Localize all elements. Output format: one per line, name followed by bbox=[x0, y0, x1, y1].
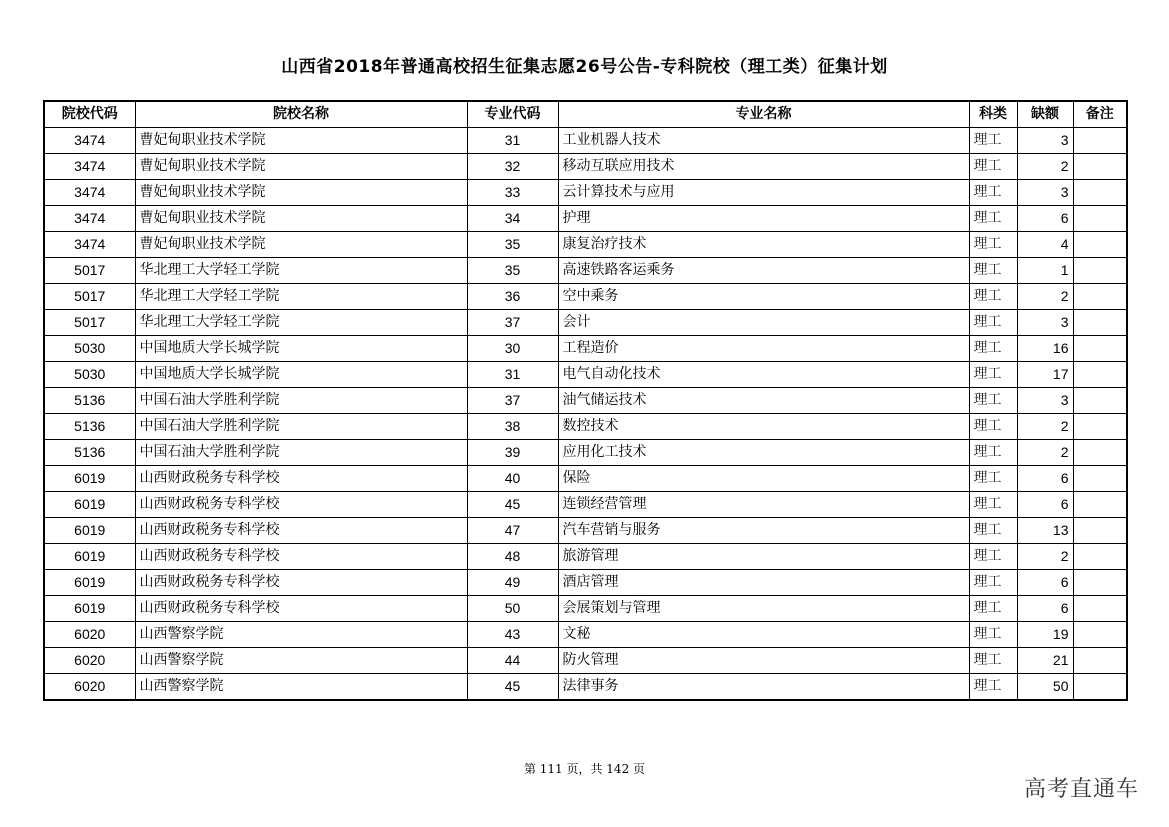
vacancy-cell: 4 bbox=[1017, 232, 1073, 258]
major-code-cell: 31 bbox=[467, 362, 558, 388]
table-row bbox=[44, 362, 1127, 388]
major-name-cell: 连锁经营管理 bbox=[558, 492, 969, 518]
category-cell: 理工 bbox=[969, 206, 1017, 232]
vacancy-cell: 19 bbox=[1017, 622, 1073, 648]
vacancy-cell: 2 bbox=[1017, 440, 1073, 466]
major-code-cell: 49 bbox=[467, 570, 558, 596]
school-code-cell: 5136 bbox=[44, 414, 135, 440]
table-row bbox=[44, 492, 1127, 518]
school-code-cell: 6019 bbox=[44, 492, 135, 518]
column-header-note: 备注 bbox=[1073, 101, 1127, 128]
note-cell bbox=[1073, 128, 1127, 154]
school-name-cell: 山西财政税务专科学校 bbox=[135, 466, 467, 492]
note-cell bbox=[1073, 336, 1127, 362]
table-row bbox=[44, 336, 1127, 362]
note-cell bbox=[1073, 180, 1127, 206]
school-code-cell: 5017 bbox=[44, 284, 135, 310]
school-name-cell: 中国石油大学胜利学院 bbox=[135, 440, 467, 466]
major-name-cell: 会展策划与管理 bbox=[558, 596, 969, 622]
major-code-cell: 50 bbox=[467, 596, 558, 622]
category-cell: 理工 bbox=[969, 622, 1017, 648]
note-cell bbox=[1073, 570, 1127, 596]
column-header-school-code: 院校代码 bbox=[44, 101, 135, 128]
table-row bbox=[44, 128, 1127, 154]
school-name-cell: 山西财政税务专科学校 bbox=[135, 518, 467, 544]
note-cell bbox=[1073, 388, 1127, 414]
note-cell bbox=[1073, 206, 1127, 232]
category-cell: 理工 bbox=[969, 596, 1017, 622]
school-code-cell: 6019 bbox=[44, 544, 135, 570]
enrollment-plan-table bbox=[43, 100, 1128, 701]
table-row bbox=[44, 440, 1127, 466]
vacancy-cell: 50 bbox=[1017, 674, 1073, 701]
category-cell: 理工 bbox=[969, 492, 1017, 518]
category-cell: 理工 bbox=[969, 284, 1017, 310]
vacancy-cell: 6 bbox=[1017, 570, 1073, 596]
school-code-cell: 5030 bbox=[44, 362, 135, 388]
school-code-cell: 3474 bbox=[44, 180, 135, 206]
major-name-cell: 工业机器人技术 bbox=[558, 128, 969, 154]
major-code-cell: 32 bbox=[467, 154, 558, 180]
vacancy-cell: 2 bbox=[1017, 414, 1073, 440]
table-row bbox=[44, 544, 1127, 570]
school-code-cell: 3474 bbox=[44, 128, 135, 154]
note-cell bbox=[1073, 466, 1127, 492]
category-cell: 理工 bbox=[969, 362, 1017, 388]
major-code-cell: 45 bbox=[467, 492, 558, 518]
school-name-cell: 山西财政税务专科学校 bbox=[135, 596, 467, 622]
category-cell: 理工 bbox=[969, 466, 1017, 492]
major-code-cell: 45 bbox=[467, 674, 558, 701]
school-code-cell: 5017 bbox=[44, 310, 135, 336]
category-cell: 理工 bbox=[969, 258, 1017, 284]
vacancy-cell: 2 bbox=[1017, 284, 1073, 310]
note-cell bbox=[1073, 492, 1127, 518]
category-cell: 理工 bbox=[969, 518, 1017, 544]
major-name-cell: 高速铁路客运乘务 bbox=[558, 258, 969, 284]
major-code-cell: 37 bbox=[467, 388, 558, 414]
school-name-cell: 山西财政税务专科学校 bbox=[135, 570, 467, 596]
note-cell bbox=[1073, 674, 1127, 701]
major-name-cell: 工程造价 bbox=[558, 336, 969, 362]
major-code-cell: 33 bbox=[467, 180, 558, 206]
school-name-cell: 山西警察学院 bbox=[135, 674, 467, 701]
school-code-cell: 3474 bbox=[44, 154, 135, 180]
major-name-cell: 旅游管理 bbox=[558, 544, 969, 570]
school-name-cell: 华北理工大学轻工学院 bbox=[135, 284, 467, 310]
vacancy-cell: 3 bbox=[1017, 128, 1073, 154]
school-code-cell: 6020 bbox=[44, 648, 135, 674]
note-cell bbox=[1073, 232, 1127, 258]
school-code-cell: 6019 bbox=[44, 518, 135, 544]
table-row bbox=[44, 570, 1127, 596]
major-code-cell: 39 bbox=[467, 440, 558, 466]
vacancy-cell: 3 bbox=[1017, 180, 1073, 206]
major-code-cell: 37 bbox=[467, 310, 558, 336]
note-cell bbox=[1073, 596, 1127, 622]
note-cell bbox=[1073, 258, 1127, 284]
school-name-cell: 曹妃甸职业技术学院 bbox=[135, 154, 467, 180]
major-code-cell: 30 bbox=[467, 336, 558, 362]
category-cell: 理工 bbox=[969, 180, 1017, 206]
watermark: 高考直通车 bbox=[1023, 777, 1139, 802]
major-name-cell: 酒店管理 bbox=[558, 570, 969, 596]
major-name-cell: 移动互联应用技术 bbox=[558, 154, 969, 180]
school-code-cell: 3474 bbox=[44, 232, 135, 258]
table-header-row bbox=[44, 101, 1127, 128]
major-name-cell: 电气自动化技术 bbox=[558, 362, 969, 388]
note-cell bbox=[1073, 622, 1127, 648]
table-row bbox=[44, 674, 1127, 701]
vacancy-cell: 6 bbox=[1017, 596, 1073, 622]
school-name-cell: 中国石油大学胜利学院 bbox=[135, 414, 467, 440]
school-name-cell: 曹妃甸职业技术学院 bbox=[135, 180, 467, 206]
vacancy-cell: 3 bbox=[1017, 310, 1073, 336]
major-name-cell: 应用化工技术 bbox=[558, 440, 969, 466]
vacancy-cell: 3 bbox=[1017, 388, 1073, 414]
vacancy-cell: 2 bbox=[1017, 544, 1073, 570]
category-cell: 理工 bbox=[969, 674, 1017, 701]
major-code-cell: 36 bbox=[467, 284, 558, 310]
table-row bbox=[44, 180, 1127, 206]
major-code-cell: 35 bbox=[467, 232, 558, 258]
major-name-cell: 汽车营销与服务 bbox=[558, 518, 969, 544]
vacancy-cell: 13 bbox=[1017, 518, 1073, 544]
category-cell: 理工 bbox=[969, 440, 1017, 466]
column-header-school-name: 院校名称 bbox=[135, 101, 467, 128]
category-cell: 理工 bbox=[969, 154, 1017, 180]
vacancy-cell: 6 bbox=[1017, 206, 1073, 232]
major-name-cell: 文秘 bbox=[558, 622, 969, 648]
table-row bbox=[44, 310, 1127, 336]
major-name-cell: 防火管理 bbox=[558, 648, 969, 674]
school-code-cell: 6020 bbox=[44, 674, 135, 701]
category-cell: 理工 bbox=[969, 336, 1017, 362]
table-row bbox=[44, 206, 1127, 232]
table-row bbox=[44, 648, 1127, 674]
table-row bbox=[44, 284, 1127, 310]
major-name-cell: 康复治疗技术 bbox=[558, 232, 969, 258]
page-title: 山西省2018年普通高校招生征集志愿26号公告-专科院校（理工类）征集计划 bbox=[281, 57, 888, 77]
table-row bbox=[44, 466, 1127, 492]
table-row bbox=[44, 232, 1127, 258]
category-cell: 理工 bbox=[969, 388, 1017, 414]
school-name-cell: 中国地质大学长城学院 bbox=[135, 362, 467, 388]
category-cell: 理工 bbox=[969, 232, 1017, 258]
school-name-cell: 山西财政税务专科学校 bbox=[135, 492, 467, 518]
major-code-cell: 40 bbox=[467, 466, 558, 492]
table-row bbox=[44, 154, 1127, 180]
school-name-cell: 中国地质大学长城学院 bbox=[135, 336, 467, 362]
school-name-cell: 山西财政税务专科学校 bbox=[135, 544, 467, 570]
major-code-cell: 38 bbox=[467, 414, 558, 440]
category-cell: 理工 bbox=[969, 128, 1017, 154]
school-name-cell: 中国石油大学胜利学院 bbox=[135, 388, 467, 414]
vacancy-cell: 17 bbox=[1017, 362, 1073, 388]
vacancy-cell: 6 bbox=[1017, 492, 1073, 518]
category-cell: 理工 bbox=[969, 310, 1017, 336]
column-header-vacancy: 缺额 bbox=[1017, 101, 1073, 128]
table-row bbox=[44, 518, 1127, 544]
major-name-cell: 云计算技术与应用 bbox=[558, 180, 969, 206]
table-row bbox=[44, 622, 1127, 648]
note-cell bbox=[1073, 310, 1127, 336]
major-code-cell: 47 bbox=[467, 518, 558, 544]
major-name-cell: 会计 bbox=[558, 310, 969, 336]
vacancy-cell: 6 bbox=[1017, 466, 1073, 492]
table-row bbox=[44, 388, 1127, 414]
major-code-cell: 34 bbox=[467, 206, 558, 232]
table-row bbox=[44, 414, 1127, 440]
column-header-major-code: 专业代码 bbox=[467, 101, 558, 128]
major-code-cell: 44 bbox=[467, 648, 558, 674]
school-code-cell: 5136 bbox=[44, 440, 135, 466]
school-code-cell: 5136 bbox=[44, 388, 135, 414]
major-name-cell: 空中乘务 bbox=[558, 284, 969, 310]
major-name-cell: 数控技术 bbox=[558, 414, 969, 440]
major-name-cell: 油气储运技术 bbox=[558, 388, 969, 414]
note-cell bbox=[1073, 284, 1127, 310]
school-code-cell: 6020 bbox=[44, 622, 135, 648]
school-name-cell: 华北理工大学轻工学院 bbox=[135, 310, 467, 336]
school-name-cell: 曹妃甸职业技术学院 bbox=[135, 128, 467, 154]
column-header-category: 科类 bbox=[969, 101, 1017, 128]
note-cell bbox=[1073, 518, 1127, 544]
school-code-cell: 6019 bbox=[44, 466, 135, 492]
note-cell bbox=[1073, 414, 1127, 440]
vacancy-cell: 1 bbox=[1017, 258, 1073, 284]
school-code-cell: 6019 bbox=[44, 570, 135, 596]
school-code-cell: 6019 bbox=[44, 596, 135, 622]
note-cell bbox=[1073, 154, 1127, 180]
school-name-cell: 华北理工大学轻工学院 bbox=[135, 258, 467, 284]
table-row bbox=[44, 258, 1127, 284]
column-header-major-name: 专业名称 bbox=[558, 101, 969, 128]
major-name-cell: 保险 bbox=[558, 466, 969, 492]
major-code-cell: 48 bbox=[467, 544, 558, 570]
category-cell: 理工 bbox=[969, 414, 1017, 440]
school-name-cell: 曹妃甸职业技术学院 bbox=[135, 232, 467, 258]
major-name-cell: 法律事务 bbox=[558, 674, 969, 701]
note-cell bbox=[1073, 544, 1127, 570]
note-cell bbox=[1073, 440, 1127, 466]
school-name-cell: 山西警察学院 bbox=[135, 648, 467, 674]
vacancy-cell: 2 bbox=[1017, 154, 1073, 180]
category-cell: 理工 bbox=[969, 570, 1017, 596]
school-code-cell: 3474 bbox=[44, 206, 135, 232]
major-name-cell: 护理 bbox=[558, 206, 969, 232]
note-cell bbox=[1073, 648, 1127, 674]
major-code-cell: 31 bbox=[467, 128, 558, 154]
major-code-cell: 35 bbox=[467, 258, 558, 284]
page-footer: 第 111 页，共 142 页 bbox=[523, 762, 646, 776]
vacancy-cell: 21 bbox=[1017, 648, 1073, 674]
category-cell: 理工 bbox=[969, 648, 1017, 674]
school-name-cell: 山西警察学院 bbox=[135, 622, 467, 648]
note-cell bbox=[1073, 362, 1127, 388]
table-row bbox=[44, 596, 1127, 622]
vacancy-cell: 16 bbox=[1017, 336, 1073, 362]
major-code-cell: 43 bbox=[467, 622, 558, 648]
school-name-cell: 曹妃甸职业技术学院 bbox=[135, 206, 467, 232]
category-cell: 理工 bbox=[969, 544, 1017, 570]
school-code-cell: 5017 bbox=[44, 258, 135, 284]
school-code-cell: 5030 bbox=[44, 336, 135, 362]
